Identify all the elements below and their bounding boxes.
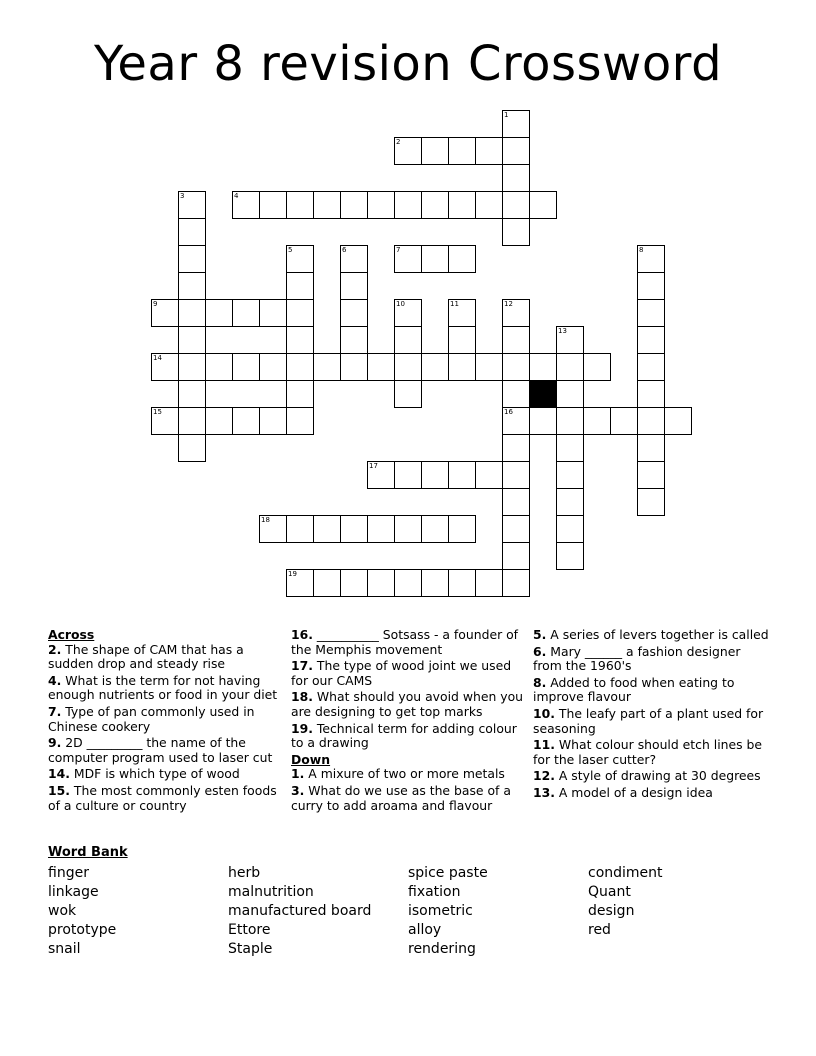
grid-cell[interactable] [637, 272, 665, 300]
clue-item [533, 645, 773, 674]
clue-text: What do we use as the base of a curry to add aroama and flavour [291, 782, 511, 813]
clue-number-label: 13. [533, 784, 555, 800]
grid-cell[interactable] [286, 245, 314, 273]
grid-cell[interactable] [583, 353, 611, 381]
grid-cell[interactable] [178, 218, 206, 246]
grid-cell[interactable] [475, 569, 503, 597]
clue-text: The most commonly esten foods of a culture or country [48, 782, 277, 813]
clue-number: 8 [639, 246, 644, 254]
clue-number-label: 11. [533, 737, 555, 753]
grid-cell[interactable] [556, 515, 584, 543]
clue-item [48, 643, 280, 672]
clue-number: 9 [153, 300, 158, 308]
clue-number-label: 9. [48, 735, 62, 751]
grid-cell[interactable] [421, 569, 449, 597]
grid-cell[interactable] [502, 461, 530, 489]
grid-cell[interactable] [394, 191, 422, 219]
grid-cell[interactable] [664, 407, 692, 435]
grid-cell[interactable] [394, 353, 422, 381]
grid-cell[interactable] [205, 299, 233, 327]
across-heading: Across [48, 627, 95, 642]
grid-cell[interactable] [259, 353, 287, 381]
clue-item [48, 674, 280, 703]
clue-item [48, 736, 280, 765]
clue-number: 2 [396, 138, 401, 146]
grid-cell[interactable] [502, 488, 530, 516]
grid-cell[interactable] [475, 137, 503, 165]
clue-item [48, 705, 280, 734]
word-bank-column [48, 864, 116, 959]
clue-number-label: 8. [533, 674, 547, 690]
grid-cell[interactable] [502, 110, 530, 138]
grid-cell[interactable] [367, 461, 395, 489]
grid-cell[interactable] [232, 353, 260, 381]
grid-cell[interactable] [637, 299, 665, 327]
clue-number: 19 [288, 570, 297, 578]
grid-cell[interactable] [448, 353, 476, 381]
grid-cell[interactable] [448, 515, 476, 543]
clue-item [291, 690, 523, 719]
grid-cell[interactable] [394, 569, 422, 597]
word-bank-item: manufactured board [228, 903, 372, 919]
word-bank-item: design [588, 903, 635, 919]
clue-number-label: 5. [533, 627, 547, 642]
black-square [529, 380, 557, 408]
grid-cell[interactable] [286, 353, 314, 381]
grid-cell[interactable] [421, 191, 449, 219]
grid-cell[interactable] [259, 191, 287, 219]
grid-cell[interactable] [448, 569, 476, 597]
grid-cell[interactable] [313, 191, 341, 219]
across-clues-continued [291, 628, 523, 751]
grid-cell[interactable] [502, 191, 530, 219]
grid-cell[interactable] [367, 353, 395, 381]
clue-number: 7 [396, 246, 401, 254]
word-bank-item: Staple [228, 941, 273, 957]
clue-text: What colour should etch lines be for the laser cutter? [533, 737, 763, 767]
clue-item [48, 784, 280, 813]
clue-text: 2D _________ the name of the computer program used to laser cut [48, 735, 273, 765]
grid-cell[interactable] [259, 299, 287, 327]
clue-number: 11 [450, 300, 459, 308]
grid-cell[interactable] [286, 326, 314, 354]
clue-text: What is the term for not having enough nutrients or food in your diet [48, 672, 278, 703]
clue-number: 18 [261, 516, 270, 524]
grid-cell[interactable] [178, 353, 206, 381]
clue-number-label: 17. [291, 658, 313, 674]
word-bank-item: isometric [408, 903, 473, 919]
clue-number-label: 16. [291, 627, 313, 642]
grid-cell[interactable] [178, 299, 206, 327]
grid-cell[interactable] [313, 353, 341, 381]
grid-cell[interactable] [259, 407, 287, 435]
grid-cell[interactable] [448, 461, 476, 489]
grid-cell[interactable] [421, 461, 449, 489]
grid-cell[interactable] [340, 245, 368, 273]
clue-item [533, 738, 773, 767]
clue-number: 10 [396, 300, 405, 308]
grid-cell[interactable] [502, 407, 530, 435]
grid-cell[interactable] [367, 515, 395, 543]
clue-item [48, 767, 280, 782]
clue-text: Added to food when eating to improve flavour [533, 674, 735, 705]
clue-text: Type of pan commonly used in Chinese cookery [48, 703, 255, 734]
clue-number-label: 7. [48, 703, 62, 719]
grid-cell[interactable] [205, 407, 233, 435]
grid-cell[interactable] [421, 515, 449, 543]
grid-cell[interactable] [232, 407, 260, 435]
grid-cell[interactable] [556, 407, 584, 435]
grid-cell[interactable] [259, 515, 287, 543]
clue-number: 15 [153, 408, 162, 416]
clue-number-label: 4. [48, 672, 62, 688]
word-bank-column [588, 864, 663, 940]
word-bank-title: Word Bank [48, 845, 128, 860]
clue-number: 16 [504, 408, 513, 416]
grid-cell[interactable] [394, 245, 422, 273]
clue-text: A mixure of two or more metals [304, 766, 505, 782]
grid-cell[interactable] [286, 515, 314, 543]
word-bank-item: rendering [408, 941, 476, 957]
grid-cell[interactable] [502, 515, 530, 543]
clue-number-label: 14. [48, 766, 70, 782]
grid-cell[interactable] [178, 380, 206, 408]
clue-text: The leafy part of a plant used for seasoning [533, 705, 764, 736]
clue-number: 6 [342, 246, 347, 254]
clue-number-label: 19. [291, 720, 313, 736]
grid-cell[interactable] [556, 434, 584, 462]
grid-cell[interactable] [502, 137, 530, 165]
grid-cell[interactable] [502, 542, 530, 570]
grid-cell[interactable] [502, 569, 530, 597]
grid-cell[interactable] [178, 245, 206, 273]
grid-cell[interactable] [637, 434, 665, 462]
grid-cell[interactable] [448, 326, 476, 354]
clue-number-label: 3. [291, 782, 305, 798]
grid-cell[interactable] [637, 245, 665, 273]
grid-cell[interactable] [448, 137, 476, 165]
word-bank-item: finger [48, 865, 89, 881]
clue-number: 12 [504, 300, 513, 308]
clue-item [291, 722, 523, 751]
grid-cell[interactable] [340, 353, 368, 381]
grid-cell[interactable] [556, 542, 584, 570]
grid-cell[interactable] [394, 299, 422, 327]
grid-cell[interactable] [448, 299, 476, 327]
clue-item [291, 628, 523, 657]
grid-cell[interactable] [340, 191, 368, 219]
grid-cell[interactable] [502, 164, 530, 192]
clue-number-label: 15. [48, 782, 70, 798]
word-bank-item: Ettore [228, 922, 271, 938]
grid-cell[interactable] [556, 461, 584, 489]
clue-number-label: 12. [533, 768, 555, 784]
grid-cell[interactable] [394, 326, 422, 354]
word-bank-item: fixation [408, 884, 461, 900]
grid-cell[interactable] [637, 488, 665, 516]
word-bank-item: malnutrition [228, 884, 314, 900]
clue-number: 13 [558, 327, 567, 335]
clue-number-label: 1. [291, 766, 305, 782]
grid-cell[interactable] [232, 299, 260, 327]
clue-text: __________ Sotsass - a founder of the Memphis movement [291, 627, 519, 657]
grid-cell[interactable] [502, 299, 530, 327]
grid-cell[interactable] [529, 407, 557, 435]
grid-cell[interactable] [394, 461, 422, 489]
clue-item [533, 628, 773, 643]
grid-cell[interactable] [340, 326, 368, 354]
clues-column-3 [533, 628, 773, 803]
grid-cell[interactable] [286, 407, 314, 435]
clue-number-label: 10. [533, 705, 555, 721]
clue-number: 17 [369, 462, 378, 470]
down-heading: Down [291, 751, 331, 767]
grid-cell[interactable] [286, 191, 314, 219]
word-bank-item: spice paste [408, 865, 488, 881]
grid-cell[interactable] [394, 515, 422, 543]
clue-number-label: 18. [291, 689, 313, 705]
clue-number: 14 [153, 354, 162, 362]
grid-cell[interactable] [529, 353, 557, 381]
grid-cell[interactable] [637, 353, 665, 381]
grid-cell[interactable] [340, 515, 368, 543]
clue-text: A series of levers together is called [546, 627, 769, 642]
word-bank-item: prototype [48, 922, 117, 938]
clue-number: 1 [504, 111, 509, 119]
clue-item [291, 659, 523, 688]
down-clues [291, 767, 523, 813]
clue-text: MDF is which type of wood [69, 766, 240, 782]
clue-item [533, 786, 773, 801]
grid-cell[interactable] [556, 380, 584, 408]
grid-cell[interactable] [502, 218, 530, 246]
grid-cell[interactable] [178, 407, 206, 435]
clues-column-2 [291, 628, 523, 815]
grid-cell[interactable] [205, 353, 233, 381]
grid-cell[interactable] [556, 353, 584, 381]
grid-cell[interactable] [367, 191, 395, 219]
clue-number: 4 [234, 192, 239, 200]
clue-item [291, 784, 523, 813]
grid-cell[interactable] [394, 137, 422, 165]
grid-cell[interactable] [475, 461, 503, 489]
grid-cell[interactable] [556, 326, 584, 354]
word-bank-column [228, 864, 371, 959]
grid-cell[interactable] [340, 569, 368, 597]
word-bank-item: herb [228, 865, 261, 881]
grid-cell[interactable] [502, 380, 530, 408]
word-bank-item: linkage [48, 884, 99, 900]
grid-cell[interactable] [556, 488, 584, 516]
clue-item [291, 767, 523, 782]
grid-cell[interactable] [313, 569, 341, 597]
grid-cell[interactable] [448, 245, 476, 273]
grid-cell[interactable] [178, 326, 206, 354]
grid-cell[interactable] [610, 407, 638, 435]
clue-number-label: 6. [533, 643, 547, 659]
grid-cell[interactable] [151, 299, 179, 327]
word-bank-column [408, 864, 488, 959]
clue-text: The type of wood joint we used for our CAMS [291, 658, 512, 688]
clue-text: Technical term for adding colour to a drawing [291, 720, 517, 751]
grid-cell[interactable] [502, 353, 530, 381]
grid-cell[interactable] [502, 434, 530, 462]
clue-text: What should you avoid when you are designing to get top marks [291, 689, 524, 719]
word-bank-item: red [588, 922, 611, 938]
grid-cell[interactable] [286, 569, 314, 597]
grid-cell[interactable] [475, 353, 503, 381]
grid-cell[interactable] [475, 191, 503, 219]
grid-cell[interactable] [178, 191, 206, 219]
grid-cell[interactable] [286, 272, 314, 300]
clue-item [533, 707, 773, 736]
clue-text: A model of a design idea [554, 784, 713, 800]
grid-cell[interactable] [637, 407, 665, 435]
grid-cell[interactable] [637, 380, 665, 408]
grid-cell[interactable] [340, 272, 368, 300]
clue-text: Mary ______ a fashion designer from the 1960's [533, 643, 741, 674]
grid-cell[interactable] [367, 569, 395, 597]
word-bank-item: condiment [588, 865, 663, 881]
grid-cell[interactable] [313, 515, 341, 543]
clue-item [533, 769, 773, 784]
clue-number-label: 2. [48, 641, 62, 657]
word-bank-item: wok [48, 903, 77, 919]
grid-cell[interactable] [340, 299, 368, 327]
grid-cell[interactable] [529, 191, 557, 219]
clue-text: A style of drawing at 30 degrees [554, 768, 761, 784]
word-bank-item: alloy [408, 922, 442, 938]
word-bank-item: Quant [588, 884, 631, 900]
page-title: Year 8 revision Crossword [93, 36, 723, 92]
clue-number: 5 [288, 246, 293, 254]
grid-cell[interactable] [421, 353, 449, 381]
grid-cell[interactable] [637, 461, 665, 489]
clues-column-1 [48, 628, 280, 815]
grid-cell[interactable] [232, 191, 260, 219]
clue-item [533, 676, 773, 705]
grid-cell[interactable] [421, 245, 449, 273]
grid-cell[interactable] [637, 326, 665, 354]
grid-cell[interactable] [421, 137, 449, 165]
grid-cell[interactable] [151, 407, 179, 435]
grid-cell[interactable] [448, 191, 476, 219]
grid-cell[interactable] [583, 407, 611, 435]
clue-text: The shape of CAM that has a sudden drop and steady rise [48, 641, 244, 672]
grid-cell[interactable] [286, 299, 314, 327]
grid-cell[interactable] [286, 380, 314, 408]
grid-cell[interactable] [178, 272, 206, 300]
word-bank-item: snail [48, 941, 81, 957]
clue-number: 3 [180, 192, 185, 200]
grid-cell[interactable] [502, 326, 530, 354]
grid-cell[interactable] [178, 434, 206, 462]
grid-cell[interactable] [151, 353, 179, 381]
grid-cell[interactable] [394, 380, 422, 408]
